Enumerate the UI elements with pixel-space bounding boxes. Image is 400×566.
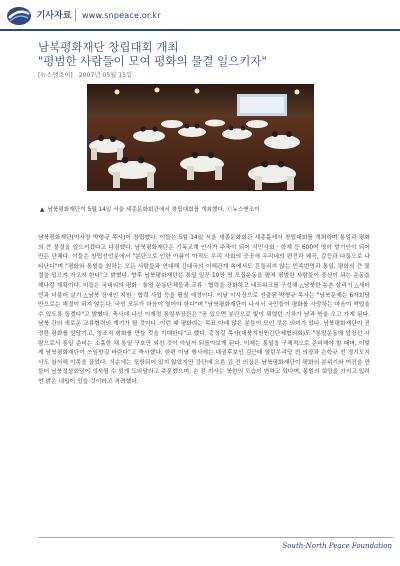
header-rule xyxy=(0,29,400,31)
article-date: 2007년 05월 15일 xyxy=(78,72,133,79)
article-meta xyxy=(38,70,136,79)
article-title xyxy=(38,40,378,68)
photo-caption xyxy=(40,204,380,213)
title-line-2: "평범한 사람들이 모여 평화의 물결 일으키자" xyxy=(38,54,267,68)
header-tag: 기사자료 xyxy=(36,11,72,21)
event-photo-image xyxy=(87,84,314,191)
foundation-logo-icon xyxy=(6,6,32,26)
event-photo xyxy=(87,84,314,191)
caption-text: 남북평화재단이 5월 14일 서울 세종문화회관에서 창립대회를 개최했다. ⓒ뉴스앤조이 xyxy=(47,207,260,213)
article-body xyxy=(38,234,370,388)
article-source: [뉴스앤조이] xyxy=(38,72,73,79)
article-body-paragraph: 남북평화재단(이사장 박형규 목사)이 창립했다. 이들은 5월 14일 서울 세종문화회관 세종홀에서 창립대회를 개최하며 통일과 평화의 큰 물결을 일으키겠다고 다짐했다. 남북평화재단은 기독교계 인사가 주축이 되어 시민사회 · 학계 등 600여 명이 발기인이 되어 만든 단체다. 이들은 창립선언문에서 "분단으로 인한 아픔이 아직도 우리 사회의 곳곳에 우리네의 편견과 왜곡, 갈등과 다툼으로 나타난다"며 "평화와 통일을 원하는 모든 사람들과 연대해 강대국의 이해관계 속에서도 흔들리지 않는 민족번영과 통일, 평화의 큰 물결을 일으켜 가고자 한다"고 밝혔다. 향후 남북평화재단은 통일 일꾼 10만 명 모집운동을 펼쳐 평범한 사람들이 중심이 되는 운동을 해나갈 계획이다. 이들은 국내외의 평화 · 통일 운동단체들과 교류 · 협력을 강화하고 네트워크를 구성해 △남북한 농촌 살리기 △새터민과 더불어 살기 △남북 장애인 지원 · 협력 사업 등을 펼칠 예정이다. 이날 이사장으로 선출된 박형규 목사는 "남북문제는 6자회담만으로는 해결이 되지 않는다. 국민 모두가 마음이 열어야 한다"며 "남북평화재단이 나서서 국민들이 평화를 사랑하는 마음이 싹텄을 수 있도록 돕겠다"고 밝혔다. 축사에 나선 이재정 통일부장관은 "곧 있으면 분단으로 빛이 뭐였던 기차가 남과 북을 오고 가게 된다. 남북 간의 새로운 교류협력의 계기가 될 것이다. 이런 때 평화라는 목표 아래 많은 분들이 모인 것은 의미가 있다. 남북평화재단이 진정한 평화를 앞당기고, 청조적 평화를 만들 것을 기대한다"고 했다. 홍정길 목사(대북지원민간단체협의회)도 "통일운동에 앞장선 사람으로서 통일 준비는 소홀한 채 통일 구호만 외친 것이 아닐까 되돌아보게 된다. 이제는 통일을 구체적으로 준비해야 할 때며, 이렇게 남북평화재단이 쓰임받길 바란다"고 축사했다. 한편 이날 행사에는 대권후보인 김근태 열린우리당 전 의장과 손학규 전 경기도지사도 참석해 이목을 끌었다. 식순에는 포함되어 있지 않았지만 강단에 오른 김 전 의장은 남북평화재단이 평화의 분위기와 여건을 만들어 남북정상회담이 성사될 수 있게 도와달라고 주문했으며, 손 전 지사는 북한의 모습이 변하고 있다며, 통일의 희망을 가지고 일하면 밝은 내일이 있을 것이라고 격려했다. xyxy=(38,235,370,385)
header-divider xyxy=(75,9,76,22)
footer-organization-name: South-North Peace Foundation xyxy=(282,542,392,550)
triangle-marker-icon: ▲ xyxy=(40,207,45,213)
footer-rule xyxy=(38,537,393,538)
page-header xyxy=(0,0,400,33)
header-url[interactable]: www.snpeace.or.kr xyxy=(82,11,161,20)
title-line-1: 남북평화재단 창립대회 개최 xyxy=(38,40,179,54)
